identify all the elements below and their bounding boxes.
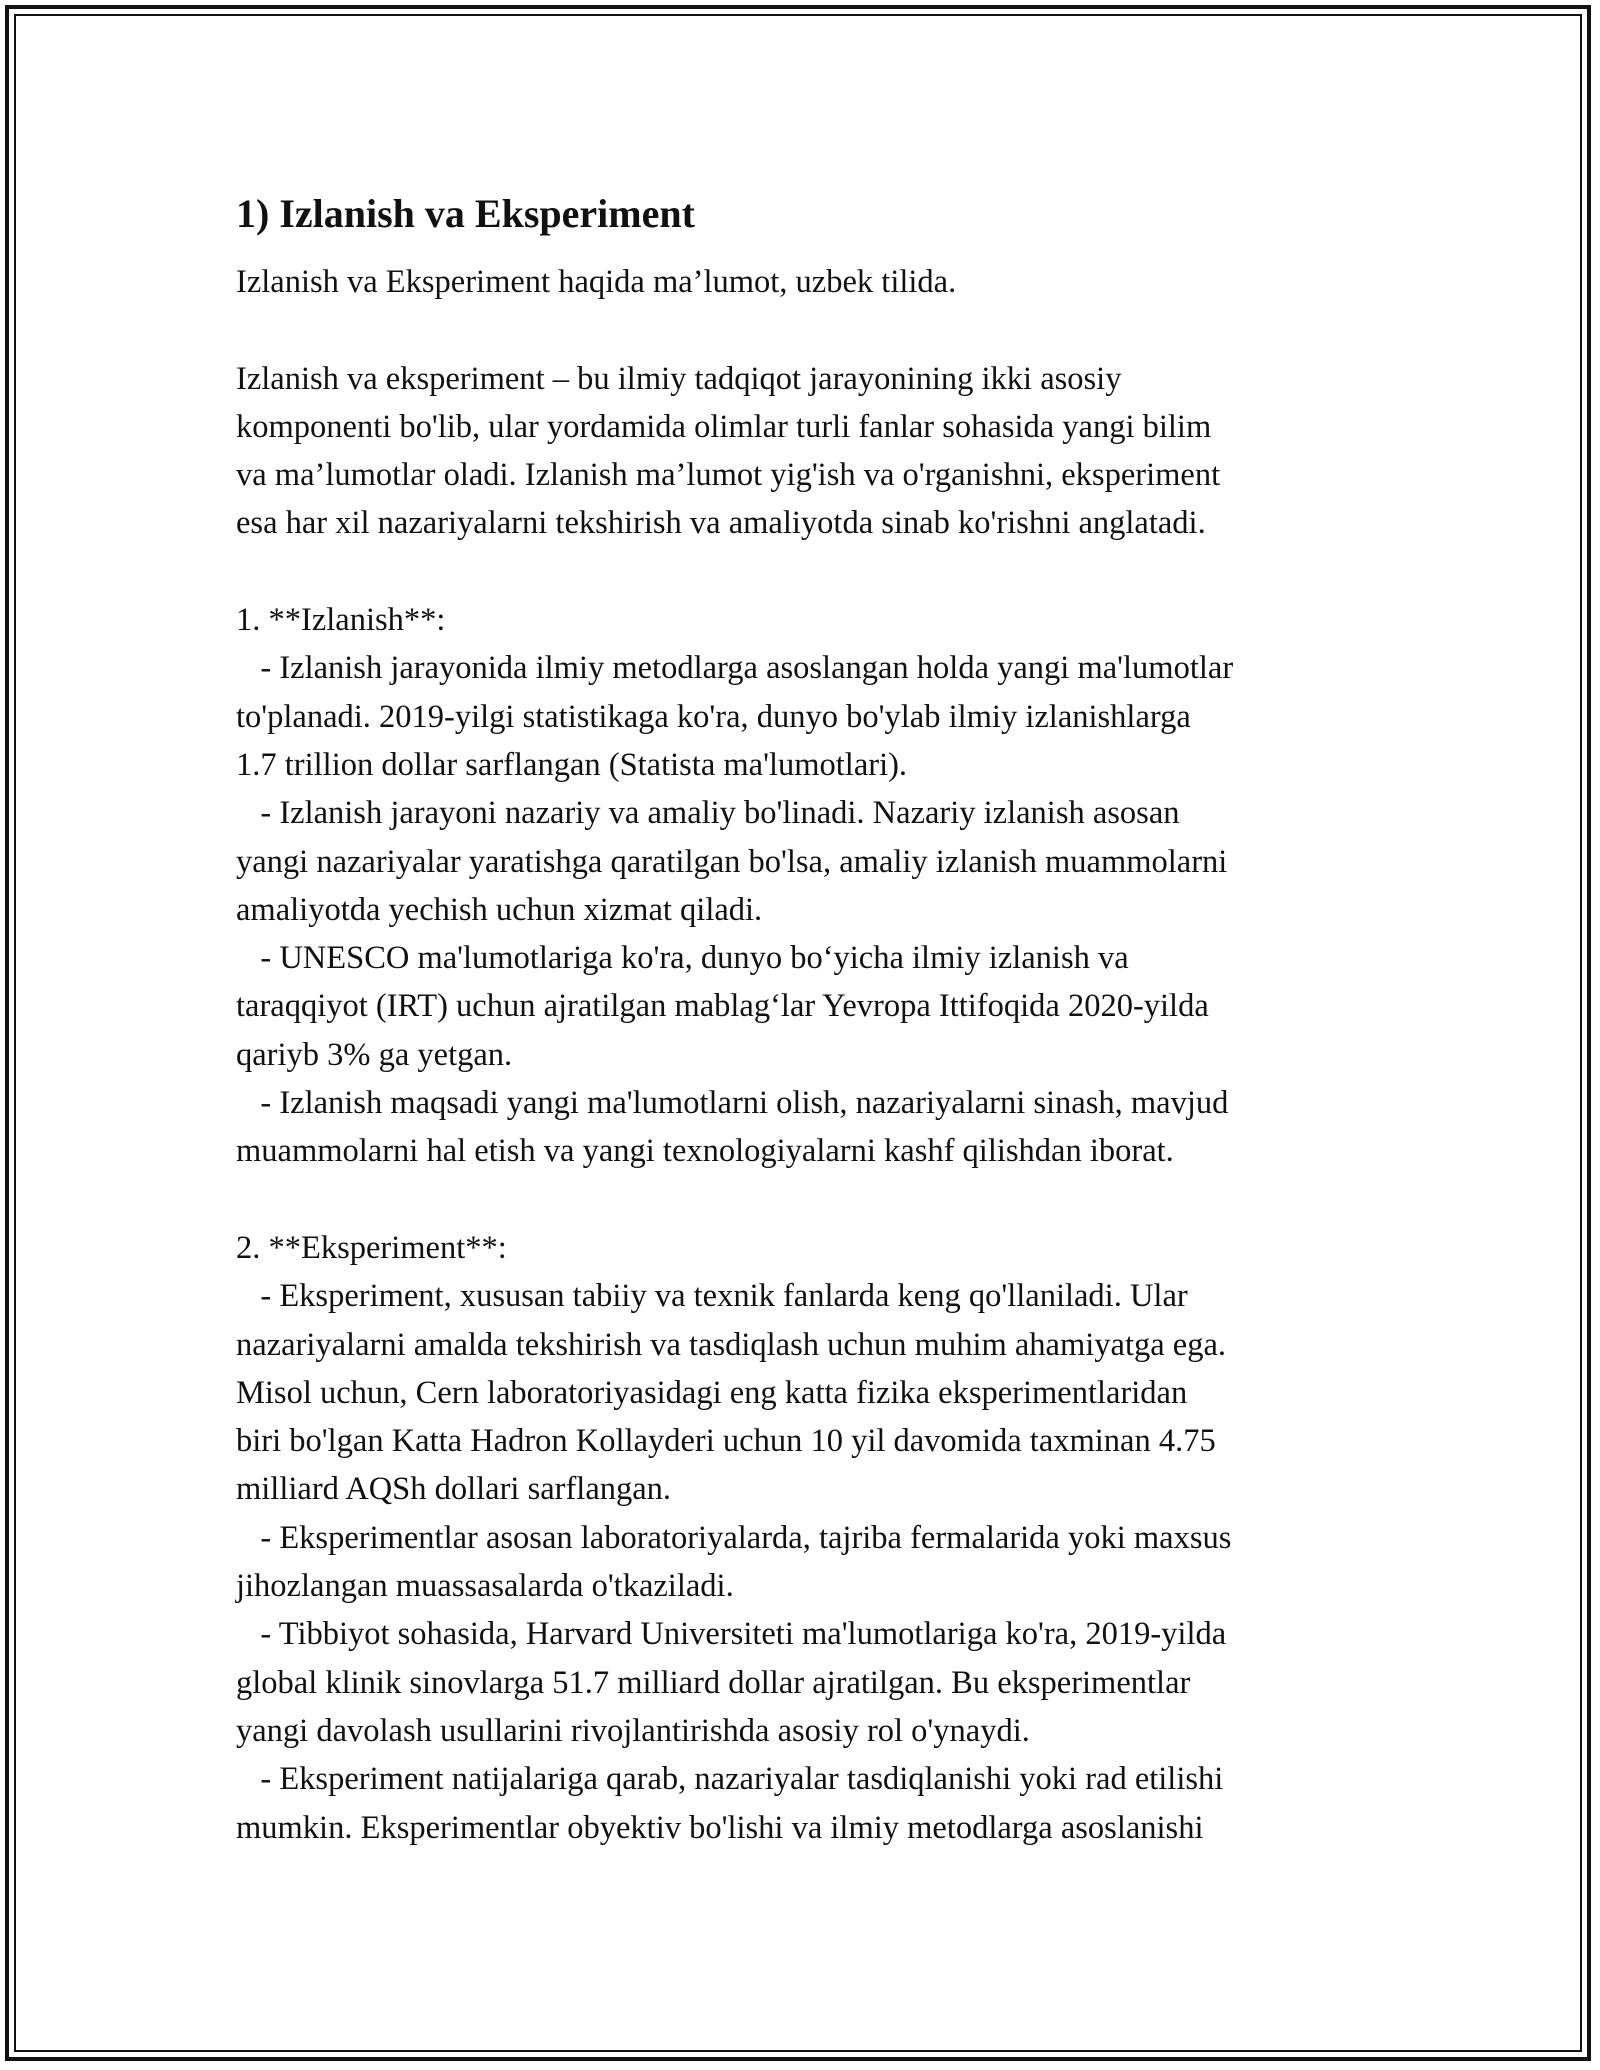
- section-izlanish: [236, 596, 1376, 1176]
- section-line: - Eksperiment natijalariga qarab, nazariyalar tasdiqlanishi yoki rad etilishi: [236, 1761, 1224, 1798]
- paragraph-line: va ma’lumotlar oladi. Izlanish ma’lumot yig'ish va o'rganishni, eksperiment: [236, 457, 1221, 494]
- section-line: amaliyotda yechish uchun xizmat qiladi.: [236, 891, 763, 928]
- section-line: - Izlanish jarayonida ilmiy metodlarga asoslangan holda yangi ma'lumotlar: [236, 650, 1234, 687]
- paragraph-line: Izlanish va eksperiment – bu ilmiy tadqiqot jarayonining ikki asosiy: [236, 360, 1122, 397]
- section-eksperiment: [236, 1224, 1376, 1852]
- section-line: Misol uchun, Cern laboratoriyasidagi eng katta fizika eksperimentlaridan: [236, 1374, 1188, 1411]
- section-line: 1.7 trillion dollar sarflangan (Statista ma'lumotlari).: [236, 746, 908, 783]
- document-heading: 1) Izlanish va Eksperiment: [236, 191, 695, 236]
- section-line: mumkin. Eksperimentlar obyektiv bo'lishi va ilmiy metodlarga asoslanishi: [236, 1809, 1204, 1846]
- section-title: 2. **Eksperiment**:: [236, 1229, 507, 1266]
- section-line: - Tibbiyot sohasida, Harvard Universiteti ma'lumotlariga ko'ra, 2019-yilda: [236, 1616, 1227, 1653]
- intro-line: Izlanish va Eksperiment haqida ma’lumot, uzbek tilida.: [236, 264, 957, 300]
- intro-paragraph: [236, 355, 1376, 548]
- section-line: to'planadi. 2019-yilgi statistikaga ko'ra, dunyo bo'ylab ilmiy izlanishlarga: [236, 698, 1191, 735]
- document-body: [236, 188, 1376, 1852]
- section-line: qariyb 3% ga yetgan.: [236, 1036, 513, 1073]
- section-line: yangi davolash usullarini rivojlantirishda asosiy rol o'ynaydi.: [236, 1712, 1030, 1749]
- section-line: taraqqiyot (IRT) uchun ajratilgan mablag‘lar Yevropa Ittifoqida 2020-yilda: [236, 988, 1209, 1025]
- section-line: - Izlanish jarayoni nazariy va amaliy bo'linadi. Nazariy izlanish asosan: [236, 795, 1180, 832]
- section-line: milliard AQSh dollari sarflangan.: [236, 1471, 672, 1508]
- section-line: - Eksperimentlar asosan laboratoriyalarda, tajriba fermalarida yoki maxsus: [236, 1519, 1232, 1556]
- section-line: jihozlangan muassasalarda o'tkaziladi.: [236, 1568, 734, 1605]
- blank-line: [236, 1176, 1376, 1224]
- section-line: nazariyalarni amalda tekshirish va tasdiqlash uchun muhim ahamiyatga ega.: [236, 1326, 1227, 1363]
- paragraph-line: komponenti bo'lib, ular yordamida olimlar turli fanlar sohasida yangi bilim: [236, 408, 1212, 445]
- section-line: - Eksperiment, xususan tabiiy va texnik fanlarda keng qo'llaniladi. Ular: [236, 1278, 1188, 1315]
- section-line: - UNESCO ma'lumotlariga ko'ra, dunyo bo‘yicha ilmiy izlanish va: [236, 940, 1129, 977]
- section-line: muammolarni hal etish va yangi texnologiyalarni kashf qilishdan iborat.: [236, 1133, 1174, 1170]
- section-line: - Izlanish maqsadi yangi ma'lumotlarni olish, nazariyalarni sinash, mavjud: [236, 1085, 1229, 1122]
- section-line: yangi nazariyalar yaratishga qaratilgan bo'lsa, amaliy izlanish muammolarni: [236, 843, 1228, 880]
- paragraph-line: esa har xil nazariyalarni tekshirish va amaliyotda sinab ko'rishni anglatadi.: [236, 505, 1206, 542]
- section-line: biri bo'lgan Katta Hadron Kollayderi uchun 10 yil davomida taxminan 4.75: [236, 1423, 1216, 1460]
- section-line: global klinik sinovlarga 51.7 milliard dollar ajratilgan. Bu eksperimentlar: [236, 1664, 1191, 1701]
- section-title: 1. **Izlanish**:: [236, 602, 446, 639]
- blank-line: [236, 548, 1376, 596]
- blank-line: [236, 306, 1376, 354]
